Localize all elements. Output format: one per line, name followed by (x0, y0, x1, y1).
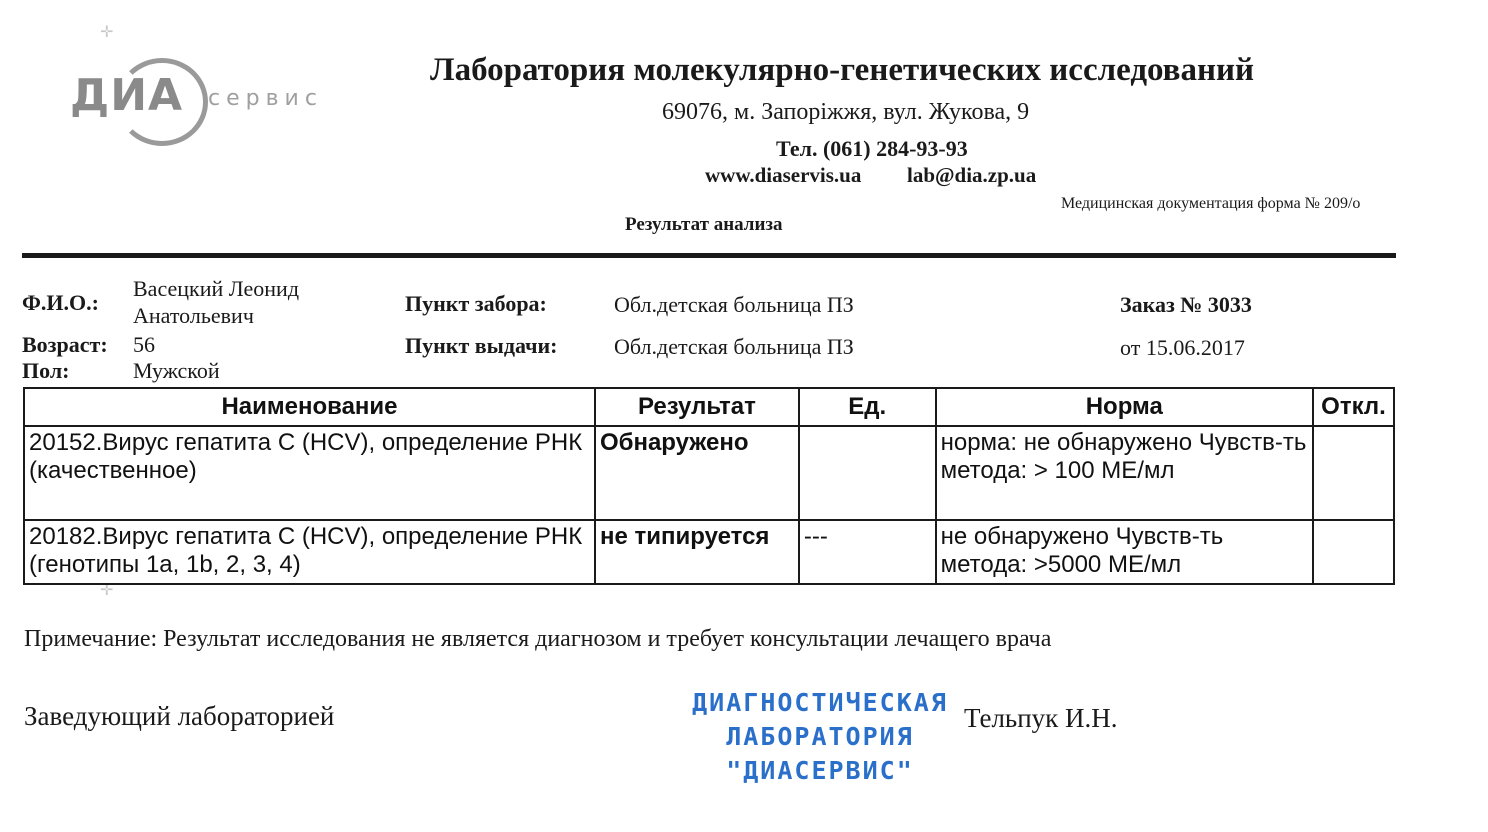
lab-phone: Тел. (061) 284-93-93 (776, 136, 968, 161)
stamp-line-1: ДИАГНОСТИЧЕСКАЯ (692, 688, 948, 717)
test-result: Обнаружено (595, 426, 799, 520)
order-number: Заказ № 3033 (1120, 292, 1252, 317)
name-label: Ф.И.О.: (22, 290, 99, 315)
lab-address: 69076, м. Запоріжжя, вул. Жукова, 9 (662, 99, 1030, 125)
test-deviation (1313, 520, 1394, 584)
test-name: 20182.Вирус гепатита С (HCV), определение РНК (генотипы 1a, 1b, 2, 3, 4) (24, 520, 595, 584)
column-header-name: Наименование (24, 388, 595, 426)
column-header-unit: Ед. (799, 388, 936, 426)
test-name: 20152.Вирус гепатита С (HCV), определение РНК (качественное) (24, 426, 595, 520)
test-norm: норма: не обнаружено Чувств-ть метода: > 100 МЕ/мл (936, 426, 1313, 520)
document-title: Результат анализа (625, 214, 783, 235)
lab-stamp (690, 686, 950, 788)
test-unit (799, 426, 936, 520)
stamp-line-3: "ДИАСЕРВИС" (726, 756, 914, 785)
age-label: Возраст: (22, 332, 108, 357)
lab-email: lab@dia.zp.ua (907, 163, 1037, 187)
table-row (24, 520, 1394, 584)
collection-point-label: Пункт забора: (405, 291, 547, 316)
patient-sex: Мужской (133, 358, 220, 383)
test-deviation (1313, 426, 1394, 520)
patient-name-first: Васецкий Леонид (133, 276, 300, 301)
column-header-deviation: Откл. (1313, 388, 1394, 426)
column-header-norm: Норма (936, 388, 1313, 426)
signer-name: Тельпук И.Н. (964, 703, 1118, 733)
column-header-result: Результат (595, 388, 799, 426)
header-divider (22, 253, 1396, 258)
disclaimer-note: Примечание: Результат исследования не является диагнозом и требует консультации лечащего врача (24, 626, 1052, 652)
test-norm: не обнаружено Чувств-ть метода: >5000 МЕ/мл (936, 520, 1313, 584)
patient-age: 56 (133, 332, 155, 357)
crop-mark-icon: ✛ (100, 580, 114, 599)
med-form-label: Медицинская документация форма № 209/о (1061, 195, 1361, 212)
logo-brand: ДИА (70, 70, 184, 121)
test-result: не типируется (595, 520, 799, 584)
logo-subtitle: сервис (208, 86, 323, 111)
issue-point-value: Обл.детская больница ПЗ (614, 334, 854, 359)
lab-website: www.diaservis.ua (705, 163, 862, 187)
table-row (24, 426, 1394, 520)
sex-label: Пол: (22, 358, 70, 383)
test-unit: --- (799, 520, 936, 584)
table-header-row (24, 388, 1394, 426)
company-logo (62, 62, 372, 148)
lab-title: Лаборатория молекулярно-генетических исследований (430, 52, 1255, 88)
patient-name-patronymic: Анатольевич (133, 303, 254, 328)
collection-point-value: Обл.детская больница ПЗ (614, 292, 854, 317)
issue-point-label: Пункт выдачи: (405, 333, 558, 358)
stamp-line-2: ЛАБОРАТОРИЯ (726, 722, 914, 751)
crop-mark-icon: ✛ (100, 22, 114, 41)
order-date: от 15.06.2017 (1120, 335, 1245, 360)
signature-position: Заведующий лабораторией (24, 701, 335, 731)
results-table (23, 387, 1395, 585)
